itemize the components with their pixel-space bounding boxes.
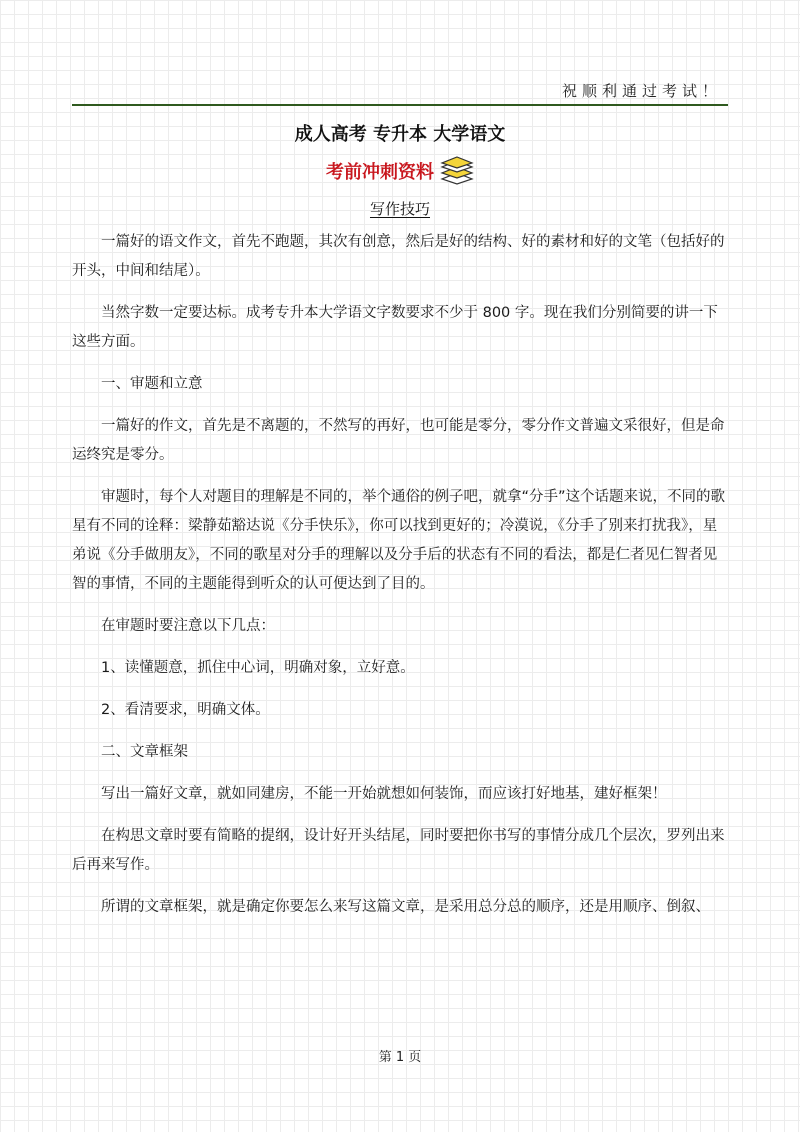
subtitle-row <box>0 156 800 186</box>
paragraph: 一篇好的语文作文，首先不跑题，其次有创意，然后是好的结构、好的素材和好的文笔（包括好的开头，中间和结尾）。 <box>72 234 725 279</box>
section-heading: 二、文章框架 <box>101 744 188 760</box>
list-item: 1、读懂题意，抓住中心词，明确对象，立好意。 <box>101 660 415 676</box>
section-title <box>0 198 800 219</box>
layers-icon <box>440 156 474 186</box>
paragraph: 审题时，每个人对题目的理解是不同的，举个通俗的例子吧，就拿“分手”这个话题来说，不同的歌星有不同的诠释：梁静茹豁达说《分手快乐》，你可以找到更好的；冷漠说，《分手了别来打扰我》，星弟说《分手做朋友》，不同的歌星对分手的理解以及分手后的状态有不同的看法，都是仁者见仁智者见智的事情，不同的主题能得到听众的认可便达到了目的。 <box>72 489 726 592</box>
page-title: 成人高考 专升本 大学语文 <box>294 124 506 145</box>
paragraph: 在构思文章时要有简略的提纲，设计好开头结尾，同时要把你书写的事情分成几个层次，罗列出来后再来写作。 <box>72 828 725 873</box>
list-item: 2、看清要求，明确文体。 <box>101 702 270 718</box>
document-body <box>72 228 728 935</box>
paragraph: 一篇好的作文，首先是不离题的，不然写的再好，也可能是零分，零分作文普遍文采很好，但是命运终究是零分。 <box>72 418 725 463</box>
page-number: 第 1 页 <box>378 1050 422 1065</box>
header-slogan: 祝顺利通过考试！ <box>561 82 722 100</box>
page-subtitle: 考前冲刺资料 <box>326 162 434 183</box>
paragraph: 在审题时要注意以下几点： <box>101 618 275 634</box>
paragraph: 当然字数一定要达标。成考专升本大学语文字数要求不少于 800 字。现在我们分别简要的讲一下这些方面。 <box>72 305 718 350</box>
paragraph: 写出一篇好文章，就如同建房，不能一开始就想如何装饰，而应该打好地基，建好框架！ <box>101 786 667 802</box>
paragraph: 所谓的文章框架，就是确定你要怎么来写这篇文章，是采用总分总的顺序，还是用顺序、倒叙、 <box>101 899 710 915</box>
header-divider <box>72 104 728 106</box>
section-heading: 一、审题和立意 <box>101 376 203 392</box>
section-title-text: 写作技巧 <box>369 200 430 218</box>
